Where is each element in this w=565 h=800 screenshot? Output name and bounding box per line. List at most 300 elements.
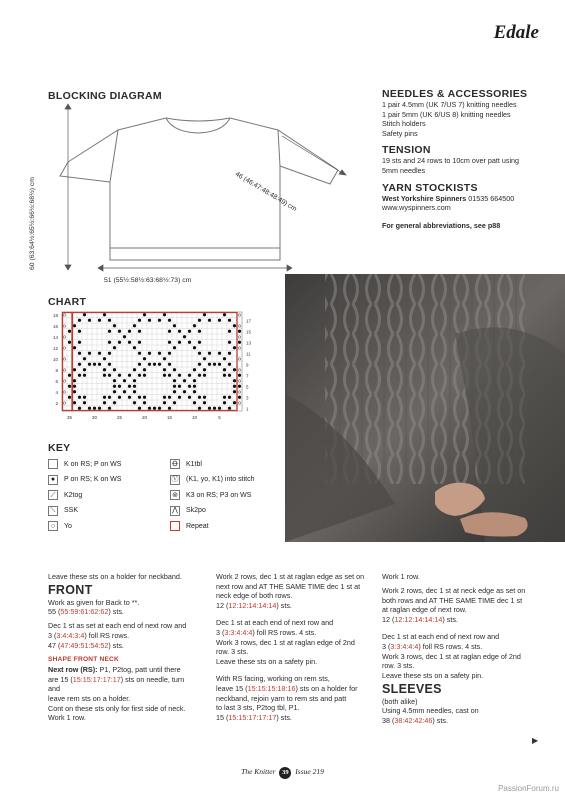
k1tbl-mark: Ꝋ (62, 323, 67, 329)
key-item-knit: K on RS; P on WS (48, 458, 170, 470)
purl-mark (153, 363, 156, 366)
chart-col-label: 5 (218, 415, 221, 420)
purl-mark (83, 357, 86, 360)
paragraph: Leave these sts on a holder for neckband. (48, 572, 182, 581)
purl-mark (168, 341, 171, 344)
purl-mark (238, 396, 241, 399)
repeat-symbol-icon (170, 521, 180, 531)
purl-mark (138, 396, 141, 399)
purl-mark (168, 363, 171, 366)
paragraph: Dec 1 st at each end of next row and 3 (3:3:4:4:4) foll RS rows. 4 sts. Work 3 rows, dec 1 st at raglan edge of 2nd row. 3 sts. Leave these sts on a safety pin. (382, 632, 521, 680)
purl-mark (208, 407, 211, 410)
k1tbl-mark: Ꝋ (237, 323, 242, 329)
purl-mark (188, 396, 191, 399)
purl-mark (198, 374, 201, 377)
purl-mark (78, 352, 81, 355)
purl-mark (73, 401, 76, 404)
tension-line: 19 sts and 24 rows to 10cm over patt using (382, 156, 520, 166)
purl-mark (148, 319, 151, 322)
purl-mark (168, 319, 171, 322)
purl-mark (138, 363, 141, 366)
purl-mark (68, 374, 71, 377)
purl-mark (83, 401, 86, 404)
purl-mark (133, 368, 136, 371)
purl-mark (133, 401, 136, 404)
purl-mark (138, 319, 141, 322)
blocking-width-label: 51 (55½:58½:63:68½:73) cm (104, 277, 192, 284)
purl-mark (158, 363, 161, 366)
purl-mark (208, 352, 211, 355)
purl-mark (218, 363, 221, 366)
purl-mark (238, 374, 241, 377)
purl-mark (138, 374, 141, 377)
purl-mark (133, 390, 136, 393)
purl-mark (108, 407, 111, 410)
purl-mark (78, 396, 81, 399)
purl-mark (138, 341, 141, 344)
purl-mark (133, 385, 136, 388)
purl-mark (198, 319, 201, 322)
purl-mark (148, 352, 151, 355)
purl-mark (73, 390, 76, 393)
purl-mark (188, 385, 191, 388)
purl-mark (148, 363, 151, 366)
purl-mark (173, 390, 176, 393)
purl-mark (153, 407, 156, 410)
purl-mark (78, 363, 81, 366)
paragraph: Next row (RS): P1, P2tog, patt until there are 15 (15:15:17:17:17) sts on needle, turn and leave rem sts on a holder. Cont on these sts only for first side of neck. Work 1 row. (48, 665, 186, 723)
purl-mark (168, 407, 171, 410)
purl-mark (228, 330, 231, 333)
key-title: KEY (48, 442, 71, 454)
purl-mark (213, 407, 216, 410)
purl-mark (158, 319, 161, 322)
purl-mark (143, 396, 146, 399)
k3-symbol-icon: ⊚ (170, 490, 180, 500)
purl-mark (198, 396, 201, 399)
chart-col-label: 15 (166, 415, 173, 420)
purl-mark (78, 319, 81, 322)
stockist-line (382, 194, 552, 204)
key-item-repeat: Repeat (170, 520, 288, 532)
chart-row-label: 6 (55, 378, 58, 384)
purl-mark (118, 396, 121, 399)
magazine-name: The Knitter (241, 767, 276, 776)
purl-mark (88, 407, 91, 410)
k1tbl-mark: Ꝋ (237, 378, 242, 384)
stockist-phone: 01535 664500 (468, 193, 515, 203)
purl-mark (128, 341, 131, 344)
purl-mark (133, 324, 136, 327)
key-item-increase: Ⓥ (K1, yo, K1) into stitch (171, 476, 255, 483)
purl-mark (123, 379, 126, 382)
purl-mark (228, 352, 231, 355)
text-column-1 (48, 572, 198, 727)
purl-mark (233, 379, 236, 382)
k1tbl-mark: Ꝋ (62, 378, 67, 384)
purl-mark (158, 352, 161, 355)
purl-mark (138, 330, 141, 333)
purl-mark (238, 330, 241, 333)
purl-mark (223, 368, 226, 371)
purl-mark (73, 324, 76, 327)
purl-mark (218, 407, 221, 410)
purl-mark (163, 396, 166, 399)
paragraph: Work as given for Back to **. 55 (55:59:61:62:62) sts. (48, 597, 140, 617)
sidebar (382, 88, 552, 230)
purl-mark (128, 330, 131, 333)
paragraph: Dec 1 st at each end of next row and 3 (3:3:4:4:4) foll RS rows. 4 sts. Work 3 rows, dec 1 st at raglan edge of 2nd row. 3 sts. Leave these sts on a safety pin. (216, 618, 355, 666)
sleeves-heading: SLEEVES (382, 681, 442, 696)
purl-mark (203, 368, 206, 371)
purl-mark (203, 313, 206, 316)
purl-mark (228, 341, 231, 344)
chart-row-label: 7 (246, 373, 249, 379)
k1tbl-mark: Ꝋ (237, 367, 242, 373)
chart-row-label: 11 (246, 351, 251, 357)
purl-mark (193, 390, 196, 393)
purl-mark (198, 363, 201, 366)
knitting-chart (48, 308, 280, 438)
purl-mark (163, 368, 166, 371)
purl-mark (163, 401, 166, 404)
paragraph: Work 1 row. (382, 572, 420, 581)
purl-mark (203, 396, 206, 399)
purl-mark (98, 352, 101, 355)
purl-mark (228, 374, 231, 377)
chart-col-label: 20 (141, 415, 148, 420)
sweater-photo (285, 274, 565, 542)
stockist-name: West Yorkshire Spinners (382, 193, 467, 203)
purl-mark (93, 407, 96, 410)
purl-mark (168, 330, 171, 333)
purl-mark (163, 357, 166, 360)
chart-title: CHART (48, 296, 87, 308)
ssk-symbol-icon: ⟍ (48, 506, 58, 516)
purl-mark (238, 385, 241, 388)
k1tbl-mark: Ꝋ (237, 400, 242, 406)
purl-mark (198, 352, 201, 355)
purl-mark (193, 379, 196, 382)
purl-mark (113, 324, 116, 327)
purl-mark (233, 368, 236, 371)
paragraph: Dec 1 st as set at each end of next row and 3 (3:4:4:3:4) foll RS rows. 47 (47:49:51:54:52) sts. (48, 621, 187, 650)
issue-number: Issue 219 (295, 767, 324, 776)
yo-symbol-icon: ○ (48, 521, 58, 531)
purl-mark (108, 352, 111, 355)
k1tbl-mark: Ꝋ (237, 312, 242, 318)
chart-row-label: 1 (246, 406, 249, 412)
text-column-2 (216, 572, 376, 727)
purl-mark (168, 396, 171, 399)
purl-mark (223, 357, 226, 360)
k1tbl-symbol-icon: Ꝋ (170, 459, 180, 469)
purl-mark (163, 313, 166, 316)
text-column-3 (382, 572, 542, 730)
purl-mark (88, 363, 91, 366)
chart-row-label: 9 (246, 362, 249, 368)
purl-mark (228, 407, 231, 410)
purl-mark (103, 357, 106, 360)
chart-row-label: 13 (246, 340, 252, 346)
chart-col-label: 35 (66, 415, 73, 420)
purl-mark (218, 319, 221, 322)
purl-mark (103, 313, 106, 316)
purl-mark (173, 379, 176, 382)
purl-mark (128, 374, 131, 377)
purl-mark (108, 319, 111, 322)
purl-mark (103, 368, 106, 371)
key-item-k1tbl: Ꝋ K1tbl (170, 458, 288, 470)
purl-mark (193, 401, 196, 404)
paragraph: Work 2 rows, dec 1 st at neck edge as set on both rows and AT THE SAME TIME dec 1 st at raglan edge of next row. 12 (12:12:14:14:14) sts. (382, 586, 526, 624)
purl-mark (98, 363, 101, 366)
chart-row-label: 10 (52, 356, 58, 362)
purl-mark (173, 346, 176, 349)
chart-row-label: 8 (55, 367, 58, 373)
purl-mark (78, 374, 81, 377)
blocking-sleeve-label: 46 (46:47:48:48:49) cm (233, 170, 298, 214)
purl-mark (233, 390, 236, 393)
purl-mark (78, 341, 81, 344)
key-item-ssk: ⟍ SSK (48, 505, 170, 517)
purl-mark (118, 341, 121, 344)
purl-mark (143, 401, 146, 404)
page-footer (0, 767, 565, 779)
purl-mark (188, 341, 191, 344)
purl-mark (173, 385, 176, 388)
purl-mark (223, 313, 226, 316)
key-item-k2tog: ⟋ K2tog (48, 489, 170, 501)
yarn-stockists-title: YARN STOCKISTS (382, 181, 478, 194)
purl-mark (113, 385, 116, 388)
purl-mark (113, 401, 116, 404)
purl-mark (113, 368, 116, 371)
purl-mark (113, 390, 116, 393)
chart-row-label: 12 (52, 345, 58, 351)
purl-mark (238, 341, 241, 344)
paragraph: With RS facing, working on rem sts, leave 15 (15:15:15:18:16) sts on a holder for neckband, rejoin yarn to rem sts and patt to last 3 sts, P2tog tbl, P1. 15 (15:15:17:17:17) sts. (216, 674, 358, 722)
purl-mark (133, 346, 136, 349)
purl-mark (148, 407, 151, 410)
purl-mark (93, 363, 96, 366)
purl-mark (193, 368, 196, 371)
purl-mark (163, 374, 166, 377)
chart-row-label: 2 (55, 400, 58, 406)
front-heading: FRONT (48, 583, 93, 598)
purl-mark (108, 374, 111, 377)
purl-mark (108, 330, 111, 333)
chart-col-label: 30 (91, 415, 98, 420)
purl-mark (188, 374, 191, 377)
chart-row-label: 4 (55, 389, 58, 395)
chart-row-label: 14 (52, 334, 58, 340)
purl-mark (233, 324, 236, 327)
purl-mark (118, 374, 121, 377)
needles-line: Stitch holders (382, 119, 426, 129)
purl-mark (88, 319, 91, 322)
purl-mark (68, 341, 71, 344)
purl-mark (143, 374, 146, 377)
sk2po-symbol-icon: ⋀ (170, 506, 180, 516)
key-list (48, 458, 288, 532)
purl-mark (173, 324, 176, 327)
needles-line: 1 pair 4.5mm (UK 7/US 7) knitting needles (382, 100, 517, 109)
purl-mark (98, 319, 101, 322)
purl-mark (143, 368, 146, 371)
key-item-sk2po: ⋀ Sk2po (170, 505, 288, 517)
purl-mark (183, 390, 186, 393)
needles-line: 1 pair 5mm (UK 6/US 8) knitting needles (382, 109, 511, 119)
purl-mark (98, 407, 101, 410)
chart-row-label: 17 (246, 318, 252, 324)
purl-mark (73, 346, 76, 349)
watermark: PassionForum.ru (498, 784, 559, 793)
purl-mark (208, 319, 211, 322)
needles-title: NEEDLES & ACCESSORIES (382, 88, 528, 100)
purl-mark (143, 357, 146, 360)
key-item-yo: ○ Yo (48, 520, 170, 532)
purl-mark (233, 401, 236, 404)
purl-mark (128, 385, 131, 388)
k1tbl-mark: Ꝋ (62, 400, 67, 406)
purl-mark (168, 352, 171, 355)
knit-symbol-icon (48, 459, 58, 469)
pattern-name: Edale (493, 22, 539, 43)
k1tbl-mark: Ꝋ (62, 367, 67, 373)
purl-mark (193, 346, 196, 349)
k1tbl-mark: Ꝋ (62, 312, 67, 318)
abbreviations-note: For general abbreviations, see p88 (382, 220, 501, 230)
chart-row-label: 18 (52, 312, 58, 318)
purl-mark (228, 319, 231, 322)
purl-mark (83, 313, 86, 316)
continue-arrow-icon: ▶ (532, 736, 539, 745)
k1tbl-mark: Ꝋ (62, 389, 67, 395)
purl-mark (178, 330, 181, 333)
purl-mark (208, 363, 211, 366)
purl-mark (123, 390, 126, 393)
purl-mark (168, 374, 171, 377)
purl-mark (108, 363, 111, 366)
sweater-schematic (48, 100, 358, 290)
purl-mark (128, 396, 131, 399)
purl-mark (198, 341, 201, 344)
k1tbl-mark: Ꝋ (62, 334, 67, 340)
purl-mark (178, 374, 181, 377)
purl-mark (218, 352, 221, 355)
purl-mark (143, 313, 146, 316)
purl-mark (178, 341, 181, 344)
purl-mark (73, 385, 76, 388)
purl-mark (198, 330, 201, 333)
purl-mark (223, 401, 226, 404)
purl-mark (228, 396, 231, 399)
purl-mark (113, 346, 116, 349)
purl-mark (173, 401, 176, 404)
purl-mark (183, 335, 186, 338)
chart-row-label: 5 (246, 384, 249, 390)
purl-mark (223, 396, 226, 399)
purl-mark (213, 363, 216, 366)
purl-mark (203, 401, 206, 404)
purl-mark (103, 396, 106, 399)
k1tbl-mark: Ꝋ (237, 389, 242, 395)
blocking-diagram-title: BLOCKING DIAGRAM (48, 90, 162, 102)
purl-symbol-icon: ● (48, 475, 58, 485)
purl-mark (233, 346, 236, 349)
purl-mark (188, 330, 191, 333)
key-item-purl: ● P on RS; K on WS (48, 474, 170, 486)
key-item-k3: ⊚ K3 on RS; P3 on WS (170, 489, 288, 501)
purl-mark (183, 379, 186, 382)
paragraph: (both alike) Using 4.5mm needles, cast on 38 (38:42:42:46) sts. (382, 696, 479, 725)
purl-mark (88, 352, 91, 355)
page-number: 39 (279, 767, 291, 779)
blocking-length-label: 60 (63:64½:65½:66½:68½) cm (29, 177, 36, 270)
purl-mark (83, 396, 86, 399)
tension-title: TENSION (382, 144, 431, 157)
purl-mark (68, 385, 71, 388)
purl-mark (158, 407, 161, 410)
purl-mark (133, 379, 136, 382)
chart-row-label: 16 (52, 323, 58, 329)
purl-mark (138, 352, 141, 355)
chart-row-label: 3 (246, 395, 249, 401)
k1tbl-mark: Ꝋ (237, 345, 242, 351)
purl-mark (198, 407, 201, 410)
needles-line: Safety pins (382, 128, 418, 138)
purl-mark (228, 363, 231, 366)
purl-mark (73, 379, 76, 382)
chart-col-label: 10 (191, 415, 198, 420)
k2tog-symbol-icon: ⟋ (48, 490, 58, 500)
k1tbl-mark: Ꝋ (62, 356, 67, 362)
chart-row-label: 15 (246, 329, 252, 335)
purl-mark (73, 368, 76, 371)
k1tbl-mark: Ꝋ (237, 334, 242, 340)
purl-mark (103, 374, 106, 377)
purl-mark (68, 396, 71, 399)
purl-mark (233, 385, 236, 388)
tension-line: 5mm needles (382, 165, 426, 175)
k1tbl-mark: Ꝋ (237, 356, 242, 362)
purl-mark (108, 341, 111, 344)
purl-mark (118, 330, 121, 333)
purl-mark (178, 385, 181, 388)
purl-mark (223, 374, 226, 377)
purl-mark (68, 330, 71, 333)
stockist-web[interactable]: www.wyspinners.com (382, 203, 451, 213)
paragraph: Work 2 rows, dec 1 st at raglan edge as set on next row and AT THE SAME TIME dec 1 st at neck edge of both rows. 12 (12:12:14:14:14) sts. (216, 572, 365, 610)
purl-mark (203, 374, 206, 377)
purl-mark (83, 368, 86, 371)
shape-front-neck-heading: SHAPE FRONT NECK (48, 655, 119, 663)
k1tbl-mark: Ꝋ (62, 345, 67, 351)
purl-mark (193, 324, 196, 327)
purl-mark (178, 396, 181, 399)
purl-mark (108, 396, 111, 399)
increase-symbol-icon: Ⓥ (171, 476, 179, 483)
purl-mark (103, 401, 106, 404)
purl-mark (203, 357, 206, 360)
purl-mark (193, 385, 196, 388)
purl-mark (118, 385, 121, 388)
chart-col-label: 25 (116, 415, 123, 420)
purl-mark (138, 407, 141, 410)
purl-mark (113, 379, 116, 382)
purl-mark (78, 330, 81, 333)
